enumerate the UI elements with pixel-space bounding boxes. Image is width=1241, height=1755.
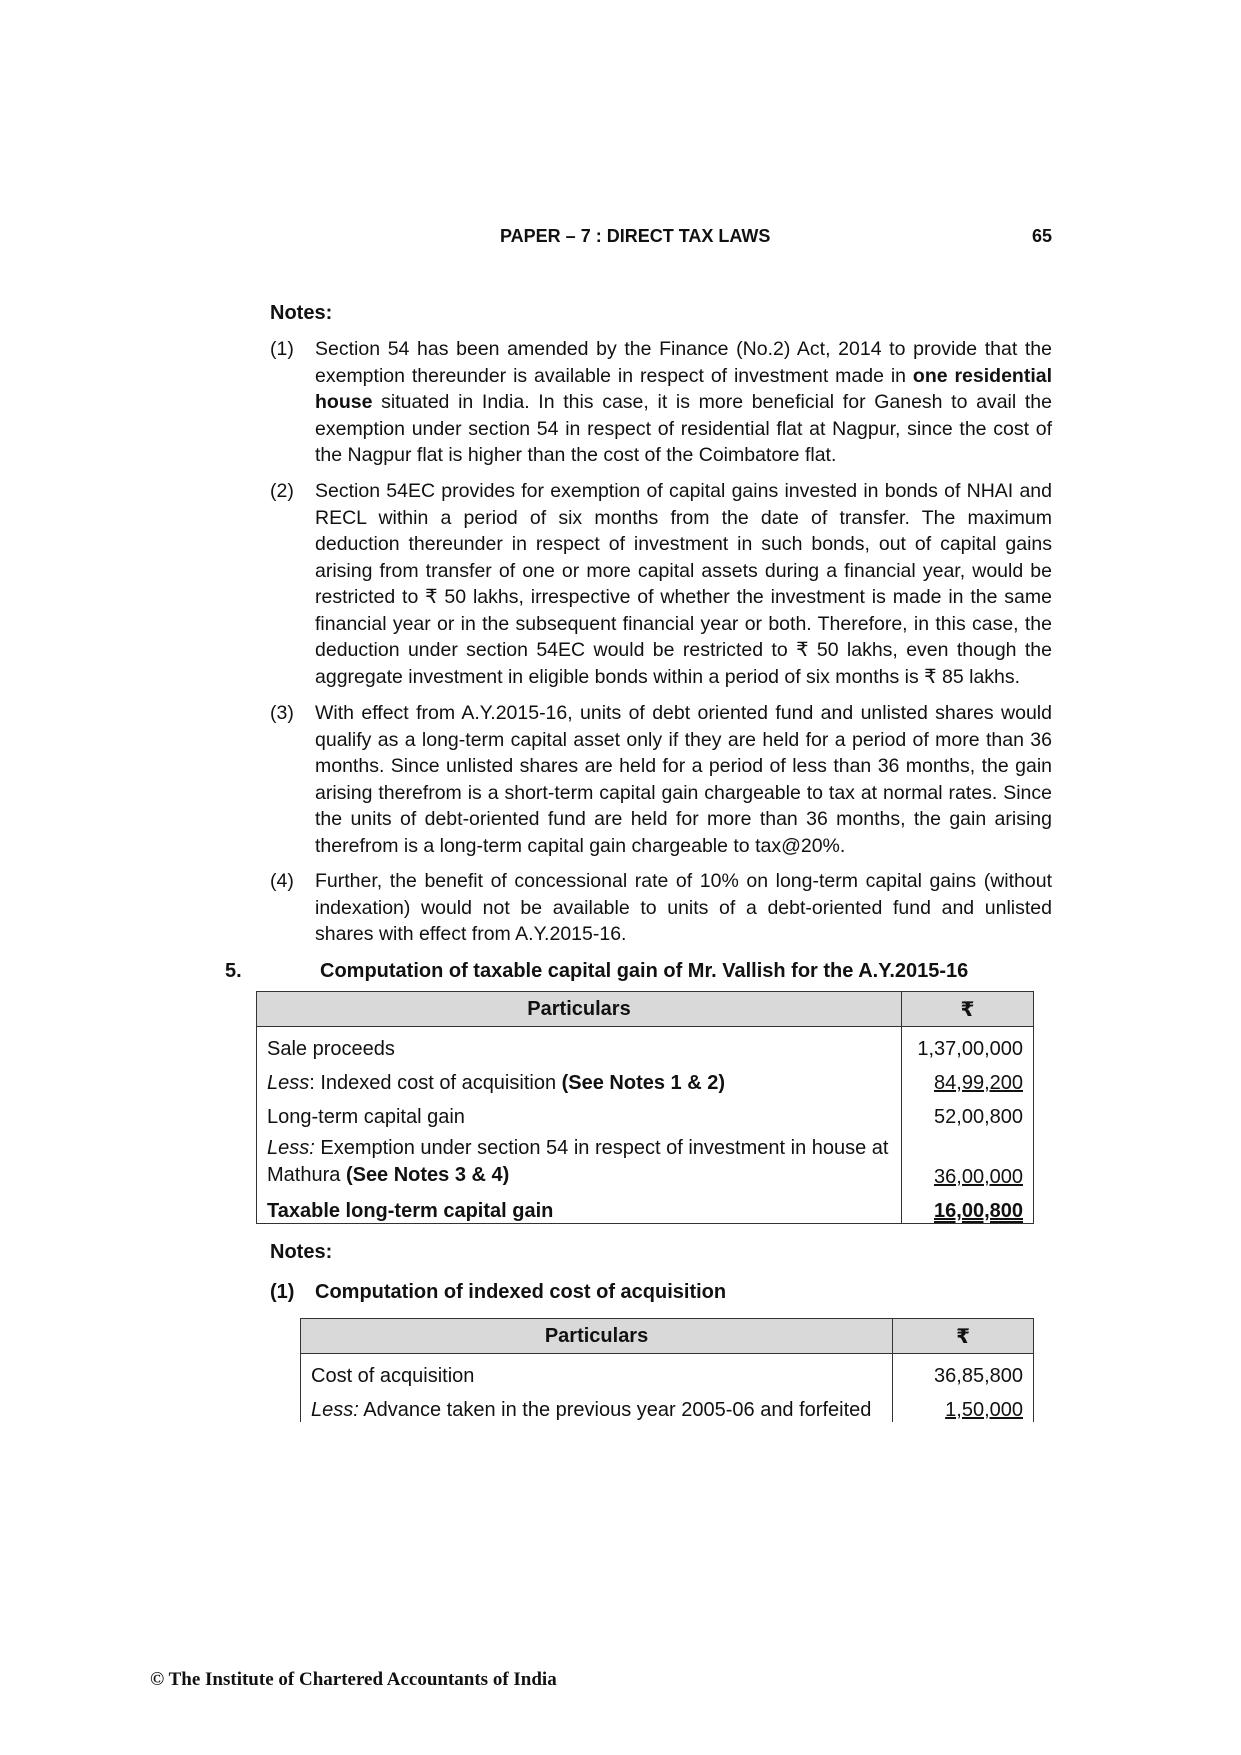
note-text: Section 54 has been amended by the Finance (No.2) Act, 2014 to provide that the exemption thereunder is available in respect of investment made in one residential house situated in India. In this case, it is more beneficial for Ganesh to avail the exemption under section 54 in respect of residential flat at Nagpur, since the cost of the Nagpur flat is higher than the cost of the Coimbatore flat. [315, 338, 1053, 466]
row-label: Less: Advance taken in the previous year 2005-06 and forfeited [301, 1388, 893, 1422]
table-row-total [257, 1189, 1034, 1224]
table-row [301, 1354, 1034, 1389]
note-text: Section 54EC provides for exemption of capital gains invested in bonds of NHAI and RECL within a period of six months from the date of transfer. The maximum deduction thereunder in respect of investment in such bonds, out of capital gains arising from transfer of one or more capital assets during a financial year, would be restricted to ₹ 50 lakhs, irrespective of whether the investment is made in the same financial year or in the subsequent financial year or both. Therefore, in this case, the deduction under section 54EC would be restricted to ₹ 50 lakhs, even though the aggregate investment in eligible bonds within a period of six months is ₹ 85 lakhs. [315, 480, 1052, 688]
note-4 [270, 868, 1052, 948]
subnote-title: Computation of indexed cost of acquisition [315, 1281, 727, 1303]
question-number: 5. [225, 960, 242, 982]
table-row [257, 1027, 1034, 1062]
row-value: 36,85,800 [893, 1354, 1034, 1389]
note-text: Further, the benefit of concessional rate of 10% on long-term capital gains (without indexation) would not be available to units of a debt-oriented fund and unlisted shares with effect from A.Y.2015-16. [315, 870, 1052, 945]
page-number: 65 [1031, 226, 1052, 246]
computation-table [256, 991, 1034, 1224]
notes-heading: Notes: [270, 302, 333, 324]
note-number: (3) [270, 702, 294, 724]
row-value: 52,00,800 [902, 1095, 1034, 1129]
table-header-row [257, 992, 1034, 1027]
row-label: Cost of acquisition [301, 1354, 893, 1389]
paper-title: PAPER – 7 : DIRECT TAX LAWS [500, 226, 771, 246]
table-row [257, 1095, 1034, 1129]
note-number: (1) [270, 338, 294, 360]
row-label: Taxable long-term capital gain [257, 1189, 902, 1224]
row-value: 36,00,000 [902, 1129, 1034, 1189]
row-value: 16,00,800 [902, 1189, 1034, 1224]
row-value: 1,37,00,000 [902, 1027, 1034, 1062]
row-label: Long-term capital gain [257, 1095, 902, 1129]
column-header-rupee: ₹ [902, 992, 1034, 1027]
note-1 [270, 336, 1052, 469]
footer-copyright: © The Institute of Chartered Accountants of India [150, 1669, 557, 1690]
page-header [0, 226, 1241, 250]
column-header-particulars: Particulars [257, 992, 902, 1027]
table-row [257, 1061, 1034, 1095]
note-number: (2) [270, 480, 294, 502]
notes-heading-2: Notes: [270, 1241, 333, 1263]
table-row [301, 1388, 1034, 1422]
question-title: Computation of taxable capital gain of Mr. Vallish for the A.Y.2015-16 [320, 960, 969, 982]
indexed-cost-table [300, 1318, 1034, 1422]
row-label: Less: Exemption under section 54 in respect of investment in house at Mathura (See Notes 3 & 4) [257, 1129, 902, 1189]
note-text: With effect from A.Y.2015-16, units of debt oriented fund and unlisted shares would qualify as a long-term capital asset only if they are held for a period of more than 36 months. Since unlisted shares are held for a period of less than 36 months, the gain arising therefrom is a short-term capital gain chargeable to tax at normal rates. Since the units of debt-oriented fund are held for more than 36 months, the gain arising therefrom is a long-term capital gain chargeable to tax@20%. [315, 702, 1052, 857]
note-2 [270, 478, 1052, 690]
table-row [257, 1129, 1034, 1189]
note-number: (4) [270, 870, 294, 892]
table-header-row [301, 1319, 1034, 1354]
subnote-number: (1) [270, 1281, 295, 1303]
note-3 [270, 700, 1052, 859]
row-label: Sale proceeds [257, 1027, 902, 1062]
row-label: Less: Indexed cost of acquisition (See Notes 1 & 2) [257, 1061, 902, 1095]
column-header-rupee: ₹ [893, 1319, 1034, 1354]
column-header-particulars: Particulars [301, 1319, 893, 1354]
row-value: 1,50,000 [893, 1388, 1034, 1422]
row-value: 84,99,200 [902, 1061, 1034, 1095]
